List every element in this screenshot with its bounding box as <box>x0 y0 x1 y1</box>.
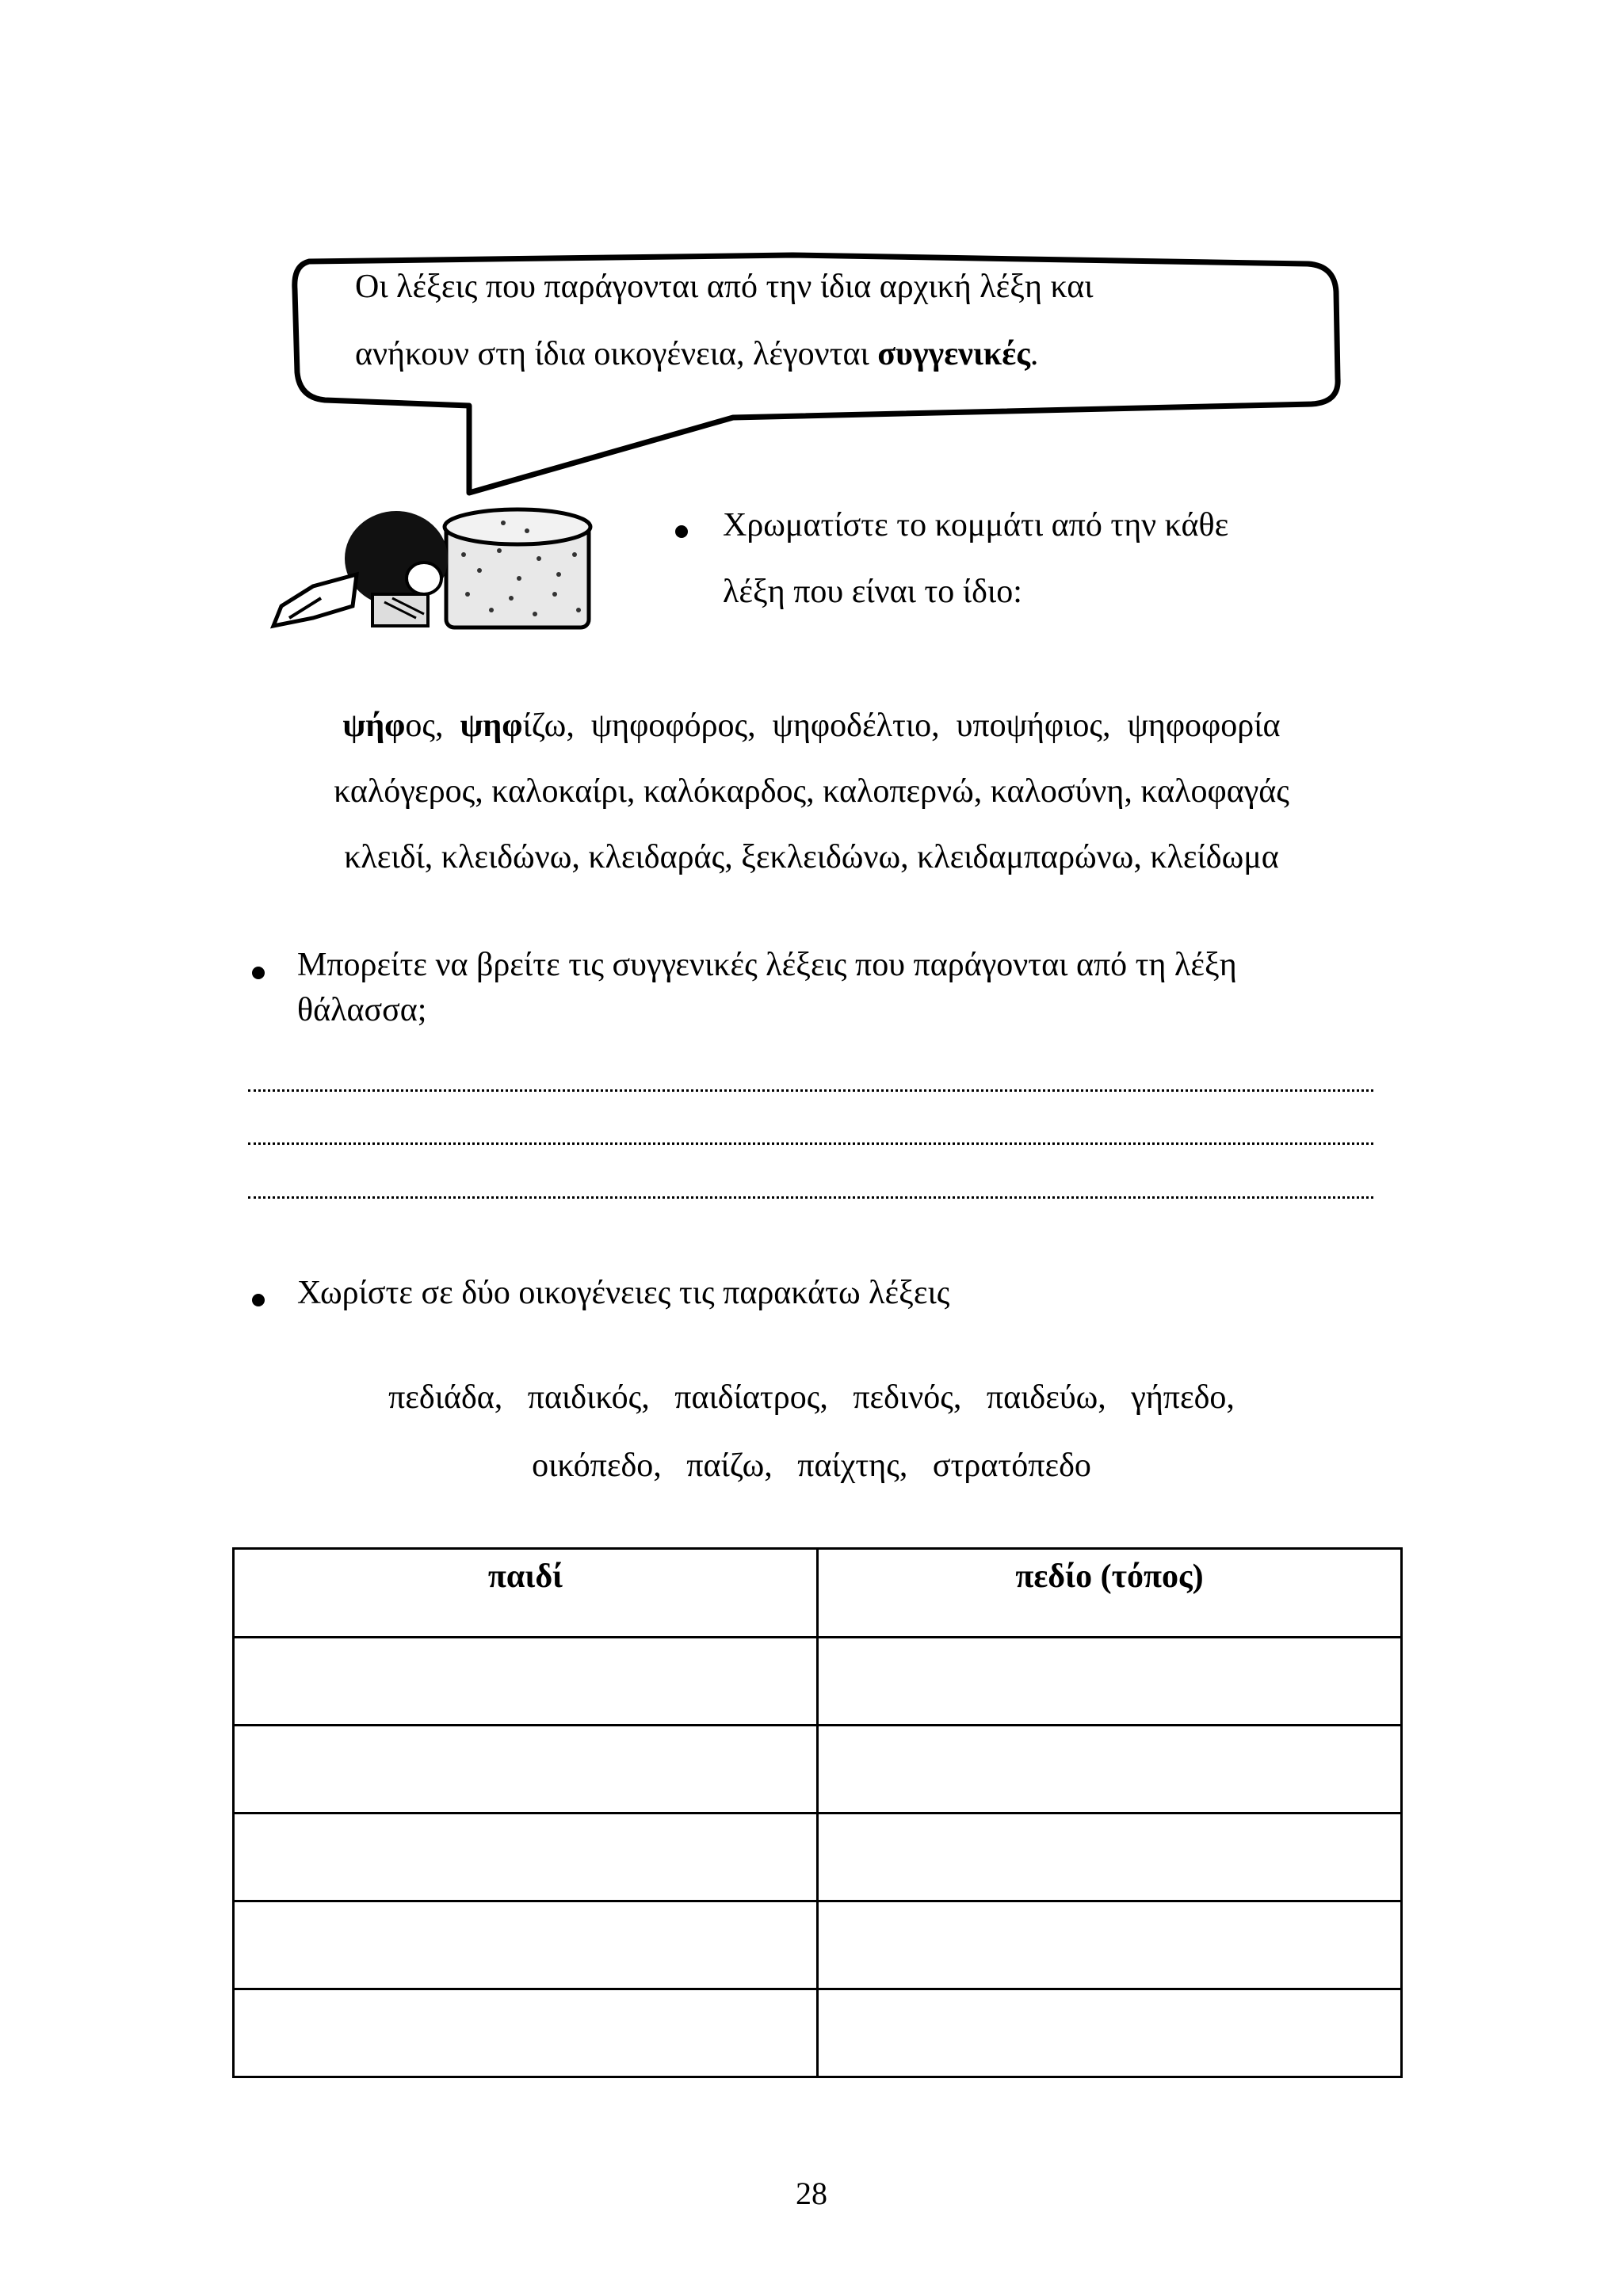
table-row <box>234 1814 1402 1901</box>
table-row <box>234 1638 1402 1726</box>
cell-pedio[interactable] <box>818 1814 1402 1901</box>
table-row <box>234 1989 1402 2077</box>
answer-line[interactable] <box>248 1089 1373 1092</box>
word-group-kalo: καλόγερος, καλοκαίρι, καλόκαρδος, καλοπερνώ, καλοσύνη, καλοφαγάς <box>334 773 1289 810</box>
child-with-cake-illustration <box>265 499 606 642</box>
cell-pedio[interactable] <box>818 1901 1402 1989</box>
page-number: 28 <box>796 2176 827 2211</box>
word-group-psifos <box>0 707 1623 745</box>
split-words-line-1: πεδιάδα, παιδικός, παιδίατρος, πεδινός, παιδεύω, γήπεδο, <box>388 1379 1235 1416</box>
word: ψηφίζω, <box>460 707 575 744</box>
bullet-icon <box>675 525 688 538</box>
table-row <box>234 1726 1402 1814</box>
column-header-paidi: παιδί <box>234 1549 818 1638</box>
word: ψήφος, <box>342 707 444 744</box>
callout-line-2: ανήκουν στη ίδια οικογένεια, λέγονται συγγενικές. <box>355 336 1039 372</box>
callout-keyword: συγγενικές <box>877 336 1030 372</box>
cell-paidi[interactable] <box>234 1901 818 1989</box>
bullet-icon <box>252 1294 265 1306</box>
split-words-line-2: οικόπεδο, παίζω, παίχτης, στρατόπεδο <box>532 1447 1091 1484</box>
cell-paidi[interactable] <box>234 1638 818 1726</box>
cell-pedio[interactable] <box>818 1989 1402 2077</box>
word: υποψήφιος, <box>956 707 1111 744</box>
cell-paidi[interactable] <box>234 1726 818 1814</box>
word-stem: ψηφ <box>460 707 523 744</box>
word-group-kleidi: κλειδί, κλειδώνω, κλειδαράς, ξεκλειδώνω, κλειδαμπαρώνω, κλείδωμα <box>344 839 1279 875</box>
word: ψηφοδέλτιο, <box>772 707 940 744</box>
table-row <box>234 1901 1402 1989</box>
instruction-thalassa-line-1: Μπορείτε να βρείτε τις συγγενικές λέξεις που παράγονται από τη λέξη <box>297 947 1237 983</box>
answer-line[interactable] <box>248 1142 1373 1145</box>
instruction-thalassa-line-2: θάλασσα; <box>297 992 427 1028</box>
word-stem: ψήφ <box>342 707 406 744</box>
callout-line-1: Οι λέξεις που παράγονται από την ίδια αρχική λέξη και <box>355 269 1094 305</box>
cell-paidi[interactable] <box>234 1989 818 2077</box>
cell-paidi[interactable] <box>234 1814 818 1901</box>
bullet-icon <box>252 967 265 979</box>
word: ψηφοφόρος, <box>590 707 756 744</box>
column-header-pedio: πεδίο (τόπος) <box>818 1549 1402 1638</box>
word-families-table <box>232 1547 1403 2078</box>
word: ψηφοφορία <box>1127 707 1281 744</box>
instruction-color-line-1: Χρωματίστε το κομμάτι από την κάθε <box>723 507 1229 543</box>
table-header-row <box>234 1549 1402 1638</box>
cell-pedio[interactable] <box>818 1726 1402 1814</box>
instruction-split: Χωρίστε σε δύο οικογένειες τις παρακάτω λέξεις <box>297 1275 950 1311</box>
instruction-color-line-2: λέξη που είναι το ίδιο: <box>723 574 1022 610</box>
answer-line[interactable] <box>248 1196 1373 1199</box>
cell-pedio[interactable] <box>818 1638 1402 1726</box>
